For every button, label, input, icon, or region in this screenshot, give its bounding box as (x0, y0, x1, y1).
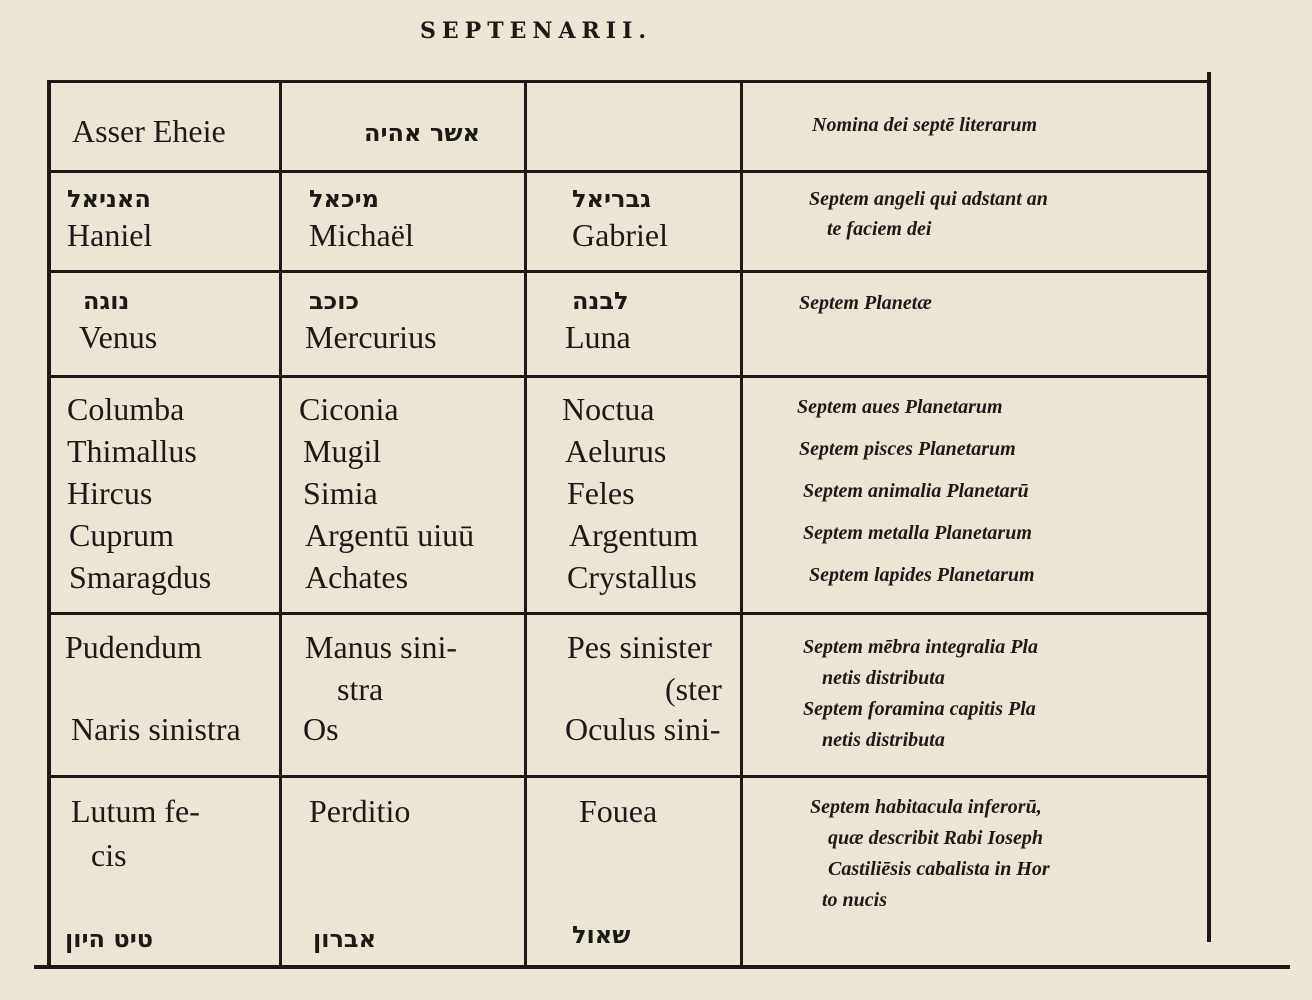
inferno-description-line-3: Castiliēsis cabalista in Hor (828, 858, 1050, 880)
venus-hebrew: נוגה (83, 287, 130, 315)
septenarii-table (47, 80, 1213, 965)
pudendum: Pudendum (65, 629, 202, 665)
venus: Venus (79, 319, 158, 355)
pes-sinister: Pes sinister (567, 629, 712, 665)
name-latin: Asser Eheie (72, 113, 226, 149)
row-rule-2 (47, 270, 1211, 273)
group-description: Septem aues Planetarum (797, 396, 1003, 418)
group-description: Septem animalia Planetarū (803, 480, 1029, 502)
group-col1: Hircus (67, 475, 153, 511)
members-description-line-3: Septem foramina capitis Pla (803, 698, 1036, 720)
row-rule-5 (47, 775, 1211, 778)
group-description: Septem lapides Planetarum (809, 564, 1035, 586)
row-rule-3 (47, 375, 1211, 378)
os: Os (303, 711, 339, 747)
group-col3: Crystallus (567, 559, 697, 595)
angels-description-line-1: Septem angeli qui adstant an (809, 188, 1048, 210)
manus-sinistra-2: stra (337, 671, 384, 707)
fouea-hebrew: שאול (572, 921, 631, 949)
group-col2: Argentū uiuū (305, 517, 475, 553)
table-border-right (1207, 72, 1211, 942)
group-col2: Simia (303, 475, 378, 511)
column-rule-2 (524, 80, 527, 965)
perditio: Perditio (309, 793, 411, 829)
lutum-fecis-hebrew: טיט היון (65, 925, 154, 953)
group-col3: Feles (567, 475, 635, 511)
haniel: Haniel (67, 217, 153, 253)
group-col1: Thimallus (67, 433, 197, 469)
bottom-rule (34, 965, 1290, 969)
gabriel-hebrew: גבריאל (572, 185, 651, 213)
luna: Luna (565, 319, 631, 355)
group-col1: Cuprum (69, 517, 174, 553)
mercurius-hebrew: כוכב (309, 287, 360, 315)
planets-description: Septem Planetæ (799, 292, 932, 314)
group-col1: Columba (67, 391, 185, 427)
haniel-hebrew: האניאל (67, 185, 151, 213)
group-col1: Smaragdus (69, 559, 212, 595)
group-col2: Ciconia (299, 391, 399, 427)
mercurius: Mercurius (305, 319, 437, 355)
row-rule-1 (47, 170, 1211, 173)
lutum-fecis-1: Lutum fe- (71, 793, 200, 829)
name-description: Nomina dei septē literarum (812, 114, 1037, 136)
fouea: Fouea (579, 793, 658, 829)
inferno-description-line-4: to nucis (822, 889, 888, 911)
angels-description-line-2: te faciem dei (827, 218, 932, 240)
gabriel: Gabriel (572, 217, 668, 253)
table-border-left (47, 80, 51, 965)
group-col3: Noctua (562, 391, 655, 427)
group-description: Septem pisces Planetarum (799, 438, 1016, 460)
group-col2: Mugil (303, 433, 382, 469)
oculus-sinister: Oculus sini- (565, 711, 721, 747)
group-col2: Achates (305, 559, 409, 595)
michael: Michaël (309, 217, 414, 253)
table-border-top (47, 80, 1211, 83)
oculus-sinister-tail: (ster (665, 671, 722, 707)
name-hebrew: אשר אהיה (364, 119, 480, 147)
inferno-description-line-2: quæ describit Rabi Ioseph (828, 827, 1044, 849)
page-header: SEPTENARII. (420, 18, 653, 44)
lutum-fecis-2: cis (91, 837, 127, 873)
column-rule-1 (279, 80, 282, 965)
naris-sinistra: Naris sinistra (71, 711, 241, 747)
group-description: Septem metalla Planetarum (803, 522, 1032, 544)
members-description-line-4: netis distributa (822, 729, 945, 751)
group-col3: Aelurus (565, 433, 667, 469)
inferno-description-line-1: Septem habitacula inferorū, (810, 796, 1042, 818)
row-rule-4 (47, 612, 1211, 615)
column-rule-3 (740, 80, 743, 965)
luna-hebrew: לבנה (572, 287, 629, 315)
perditio-hebrew: אברון (313, 925, 377, 953)
manus-sinistra-1: Manus sini- (305, 629, 457, 665)
michael-hebrew: מיכאל (309, 185, 380, 213)
members-description-line-1: Septem mēbra integralia Pla (803, 636, 1038, 658)
group-col3: Argentum (569, 517, 699, 553)
members-description-line-2: netis distributa (822, 667, 945, 689)
